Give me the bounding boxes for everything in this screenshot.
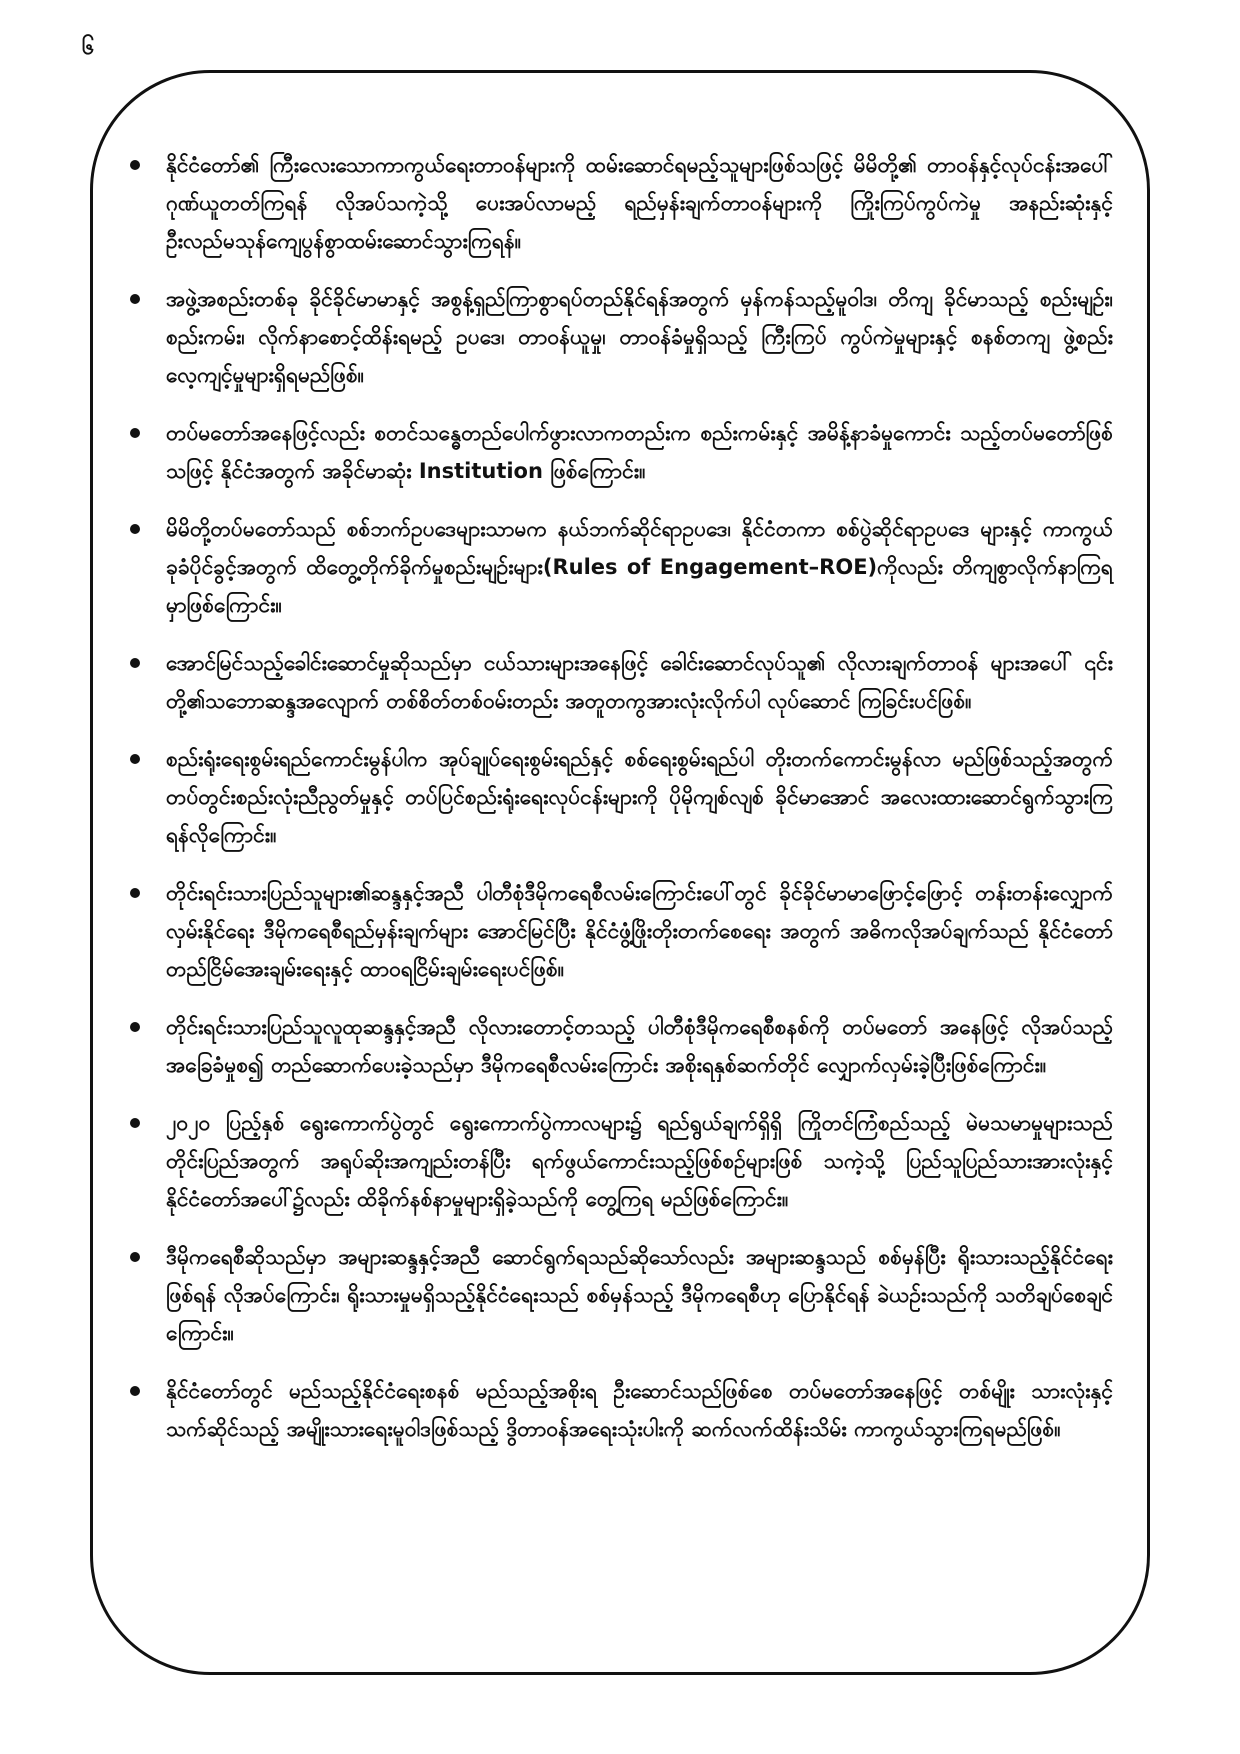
bullet-dot-icon (130, 524, 140, 534)
bullet-text: ဒီမိုကရေစီဆိုသည်မှာ အများဆန္ဒနှင့်အညီ ဆောင်ရွက်ရသည်ဆိုသော်လည်း အများဆန္ဒသည် စစ်မှန်ပြီး ရိုးသားသည့်နိုင်ငံရေးဖြစ်ရန် လိုအပ်ကြောင်း၊ ရိုးသားမှုမရှိသည့်နိုင်ငံရေးသည် စစ်မှန်သည့် ဒီမိုကရေစီဟု ပြောနိုင်ရန် ခဲယဉ်းသည်ကို သတိချပ်စေချင်ကြောင်း။ (166, 1245, 1113, 1345)
bullet-text: အောင်မြင်သည့်ခေါင်းဆောင်မှုဆိုသည်မှာ ငယ်သားများအနေဖြင့် ခေါင်းဆောင်လုပ်သူ၏ လိုလားချက်တာဝန် များအပေါ် ၎င်းတို့၏သဘောဆန္ဒအလျောက် တစ်စိတ်တစ်ဝမ်းတည်း အတူတကွအားလုံးလိုက်ပါ လုပ်ဆောင် ကြခြင်းပင်ဖြစ်။ (166, 651, 1113, 713)
bullet-dot-icon (130, 1118, 140, 1128)
bullet-item (128, 414, 1113, 490)
bullet-list (128, 146, 1113, 1468)
bullet-text: တိုင်းရင်းသားပြည်သူများ၏ဆန္ဒနှင့်အညီ ပါတီစုံဒီမိုကရေစီလမ်းကြောင်းပေါ်တွင် ခိုင်ခိုင်မာမာဖြောင့်ဖြောင့် တန်းတန်းလျှောက်လှမ်းနိုင်ရေး ဒီမိုကရေစီရည်မှန်းချက်များ အောင်မြင်ပြီး နိုင်ငံဖွံ့ဖြိုးတိုးတက်စေရေး အတွက် အဓိကလိုအပ်ချက်သည် နိုင်ငံတော်တည်ငြိမ်အေးချမ်းရေးနှင့် ထာဝရငြိမ်းချမ်းရေးပင်ဖြစ်။ (166, 881, 1113, 981)
bullet-item (128, 280, 1113, 394)
bullet-item (128, 1104, 1113, 1218)
bullet-dot-icon (130, 1252, 140, 1262)
bullet-text: မိမိတို့တပ်မတော်သည် စစ်ဘက်ဥပဒေများသာမက နယ်ဘက်ဆိုင်ရာဥပဒေ၊ နိုင်ငံတကာ စစ်ပွဲဆိုင်ရာဥပဒေ များနှင့် ကာကွယ်ခုခံပိုင်ခွင့်အတွက် ထိတွေ့တိုက်ခိုက်မှုစည်းမျဉ်းများ(Rules of Engagement–ROE)ကိုလည်း တိကျစွာလိုက်နာကြရမှာဖြစ်ကြောင်း။ (166, 517, 1113, 617)
bullet-dot-icon (130, 428, 140, 438)
bullet-text: နိုင်ငံတော်တွင် မည်သည့်နိုင်ငံရေးစနစ် မည်သည့်အစိုးရ ဦးဆောင်သည်ဖြစ်စေ တပ်မတော်အနေဖြင့် တစ်မျိုး သားလုံးနှင့်သက်ဆိုင်သည့် အမျိုးသားရေးမူဝါဒဖြစ်သည့် ဒွိတာဝန်အရေးသုံးပါးကို ဆက်လက်ထိန်းသိမ်း ကာကွယ်သွားကြရမည်ဖြစ်။ (166, 1379, 1113, 1441)
bullet-item (128, 1238, 1113, 1352)
bullet-text: ၂၀၂၀ ပြည့်နှစ် ရွေးကောက်ပွဲတွင် ရွေးကောက်ပွဲကာလများ၌ ရည်ရွယ်ချက်ရှိရှိ ကြိုတင်ကြံစည်သည့် မဲမသမာမှုများသည် တိုင်းပြည်အတွက် အရုပ်ဆိုးအကျည်းတန်ပြီး ရက်ဖွယ်ကောင်းသည့်ဖြစ်စဉ်များဖြစ် သကဲ့သို့ ပြည်သူပြည်သားအားလုံးနှင့် နိုင်ငံတော်အပေါ်၌လည်း ထိခိုက်နစ်နာမှုများရှိခဲ့သည်ကို တွေ့ကြရ မည်ဖြစ်ကြောင်း။ (166, 1111, 1113, 1211)
bullet-dot-icon (130, 658, 140, 668)
bullet-dot-icon (130, 1386, 140, 1396)
bullet-text: တိုင်းရင်းသားပြည်သူလူထုဆန္ဒနှင့်အညီ လိုလားတောင့်တသည့် ပါတီစုံဒီမိုကရေစီစနစ်ကို တပ်မတော် အနေဖြင့် လိုအပ်သည့်အခြေခံမှုစ၍ တည်ဆောက်ပေးခဲ့သည်မှာ ဒီမိုကရေစီလမ်းကြောင်း အစိုးရနှစ်ဆက်တိုင် လျှောက်လှမ်းခဲ့ပြီးဖြစ်ကြောင်း။ (166, 1015, 1113, 1077)
bullet-text: နိုင်ငံတော်၏ ကြီးလေးသောကာကွယ်ရေးတာဝန်များကို ထမ်းဆောင်ရမည့်သူများဖြစ်သဖြင့် မိမိတို့၏ တာဝန်နှင့်လုပ်ငန်းအပေါ် ဂုဏ်ယူတတ်ကြရန် လိုအပ်သကဲ့သို့ ပေးအပ်လာမည့် ရည်မှန်းချက်တာဝန်များကို ကြိုးကြပ်ကွပ်ကဲမှု အနည်းဆုံးနှင့် ဦးလည်မသုန်ကျေပွန်စွာထမ်းဆောင်သွားကြရန်။ (166, 153, 1113, 253)
bullet-item (128, 644, 1113, 720)
bullet-text: စည်းရုံးရေးစွမ်းရည်ကောင်းမွန်ပါက အုပ်ချုပ်ရေးစွမ်းရည်နှင့် စစ်ရေးစွမ်းရည်ပါ တိုးတက်ကောင်းမွန်လာ မည်ဖြစ်သည့်အတွက် တပ်တွင်းစည်းလုံးညီညွတ်မှုနှင့် တပ်ပြင်စည်းရုံးရေးလုပ်ငန်းများကို ပိုမိုကျစ်လျစ် ခိုင်မာအောင် အလေးထားဆောင်ရွက်သွားကြရန်လိုကြောင်း။ (166, 747, 1113, 847)
bullet-item (128, 874, 1113, 988)
bullet-text: အဖွဲ့အစည်းတစ်ခု ခိုင်ခိုင်မာမာနှင့် အစွန့်ရှည်ကြာစွာရပ်တည်နိုင်ရန်အတွက် မှန်ကန်သည့်မူဝါဒ၊ တိကျ ခိုင်မာသည့် စည်းမျဉ်း၊ စည်းကမ်း၊ လိုက်နာစောင့်ထိန်းရမည့် ဥပဒေ၊ တာဝန်ယူမှု၊ တာဝန်ခံမှုရှိသည့် ကြီးကြပ် ကွပ်ကဲမှုများနှင့် စနစ်တကျ ဖွဲ့စည်းလေ့ကျင့်မှုများရှိရမည်ဖြစ်။ (166, 287, 1113, 387)
bullet-item (128, 1372, 1113, 1448)
bullet-item (128, 740, 1113, 854)
bullet-dot-icon (130, 1022, 140, 1032)
page-number: ၆ (82, 35, 95, 60)
bullet-item (128, 510, 1113, 624)
bullet-text: တပ်မတော်အနေဖြင့်လည်း စတင်သန္ဓေတည်ပေါက်ဖွားလာကတည်းက စည်းကမ်းနှင့် အမိန့်နာခံမှုကောင်း သည့်တပ်မတော်ဖြစ်သဖြင့် နိုင်ငံအတွက် အခိုင်မာဆုံး Institution ဖြစ်ကြောင်း။ (166, 421, 1113, 483)
bullet-dot-icon (130, 754, 140, 764)
bullet-item (128, 146, 1113, 260)
bullet-dot-icon (130, 888, 140, 898)
bullet-dot-icon (130, 160, 140, 170)
bullet-dot-icon (130, 294, 140, 304)
bullet-item (128, 1008, 1113, 1084)
